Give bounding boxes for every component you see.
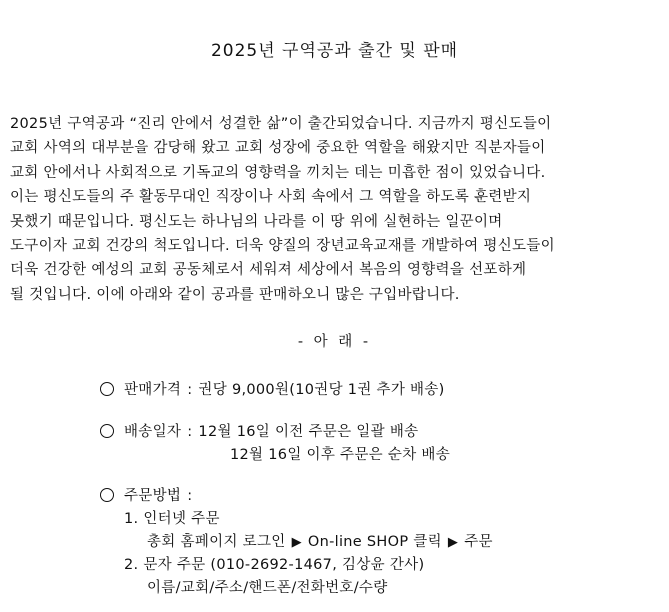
delivery-colon: : <box>187 424 193 440</box>
body-paragraph <box>10 112 662 307</box>
order-method-2-detail: 이름/교회/주소/핸드폰/전화번호/수량 <box>147 580 388 596</box>
play-arrow-icon: ▶ <box>291 535 302 550</box>
order-method-2-title: 2. 문자 주문 (010-2692-1467, 김상윤 간사) <box>124 557 425 573</box>
body-line: 될 것입니다. 이에 아래와 같이 공과를 판매하오니 많은 구입바랍니다. <box>10 286 460 303</box>
body-line: 교회 안에서나 사회적으로 기독교의 영향력을 끼치는 데는 미흡한 점이 있었습니다. <box>10 164 546 181</box>
body-line: 못했기 때문입니다. 평신도는 하나님의 나라를 이 땅 위에 실현하는 일꾼이며 <box>10 213 503 230</box>
delivery-line-1: 12월 16일 이전 주문은 일괄 배송 <box>198 424 419 440</box>
body-line: 교회 사역의 대부분을 감당해 왔고 교회 성장에 중요한 역할을 해왔지만 직분자들이 <box>10 140 546 157</box>
delivery-row <box>100 420 418 441</box>
price-label: 판매가격 <box>124 382 182 398</box>
price-colon: : <box>187 382 193 398</box>
delivery-label: 배송일자 <box>124 424 182 440</box>
delivery-line-2: 12월 16일 이후 주문은 순차 배송 <box>230 447 451 463</box>
order-method-1-steps <box>147 530 493 551</box>
order-label: 주문방법 <box>124 488 182 504</box>
price-value: 권당 9,000원(10권당 1권 추가 배송) <box>198 382 445 398</box>
step-login: 총회 홈페이지 로그인 <box>147 534 286 550</box>
order-colon: : <box>187 488 193 504</box>
body-line: 2025년 구역공과 “진리 안에서 성결한 삶”이 출간되었습니다. 지금까지 평신도들이 <box>10 116 552 132</box>
section-divider: - 아 래 - <box>297 334 372 350</box>
order-row <box>100 484 198 505</box>
step-order: 주문 <box>464 534 493 550</box>
step-shop-click: On-line SHOP 클릭 <box>307 534 442 550</box>
circle-bullet-icon <box>100 424 114 438</box>
circle-bullet-icon <box>100 382 114 396</box>
price-row <box>100 378 445 399</box>
order-method-1-title: 1. 인터넷 주문 <box>124 511 220 527</box>
document-title: 2025년 구역공과 출간 및 판매 <box>210 41 459 61</box>
body-line: 더욱 건강한 예성의 교회 공동체로서 세워져 세상에서 복음의 영향력을 선포하게 <box>10 262 527 279</box>
body-line: 도구이자 교회 건강의 척도입니다. 더욱 양질의 장년교육교재를 개발하여 평신도들이 <box>10 238 555 255</box>
play-arrow-icon: ▶ <box>447 535 459 550</box>
circle-bullet-icon <box>100 488 114 502</box>
body-line: 이는 평신도들의 주 활동무대인 직장이나 사회 속에서 그 역할을 하도록 훈련받지 <box>10 189 532 206</box>
